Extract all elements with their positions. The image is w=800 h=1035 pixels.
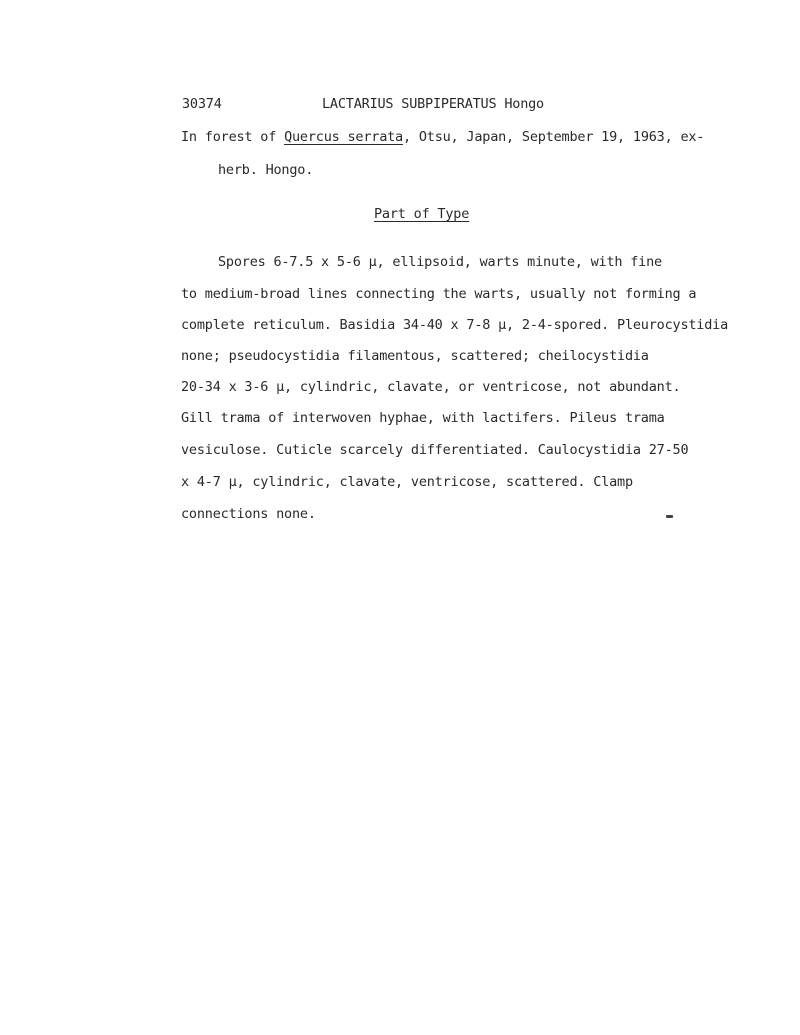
accession-number: 30374	[182, 96, 222, 112]
ink-speck	[666, 515, 673, 518]
description-line: vesiculose. Cuticle scarcely differentiated. Caulocystidia 27-50	[181, 442, 689, 458]
section-heading: Part of Type	[374, 206, 470, 222]
description-line: 20-34 x 3-6 µ, cylindric, clavate, or ventricose, not abundant.	[181, 379, 681, 395]
locality-prefix: In forest of	[181, 129, 285, 145]
host-species: Quercus serrata	[284, 129, 403, 145]
locality-line	[181, 131, 704, 145]
description-line: to medium-broad lines connecting the warts, usually not forming a	[181, 286, 697, 302]
species-title: LACTARIUS SUBPIPERATUS Hongo	[322, 96, 544, 112]
locality-continuation: herb. Hongo.	[218, 162, 314, 178]
description-line: Spores 6-7.5 x 5-6 µ, ellipsoid, warts minute, with fine	[218, 254, 662, 270]
description-line: Gill trama of interwoven hyphae, with lactifers. Pileus trama	[181, 410, 665, 426]
description-line: complete reticulum. Basidia 34-40 x 7-8 µ, 2-4-spored. Pleurocystidia	[181, 317, 729, 333]
description-line: none; pseudocystidia filamentous, scattered; cheilocystidia	[181, 348, 649, 364]
description-line: x 4-7 µ, cylindric, clavate, ventricose, scattered. Clamp	[181, 474, 633, 490]
locality-rest: , Otsu, Japan, September 19, 1963, ex-	[402, 129, 705, 145]
description-line: connections none.	[181, 506, 316, 522]
